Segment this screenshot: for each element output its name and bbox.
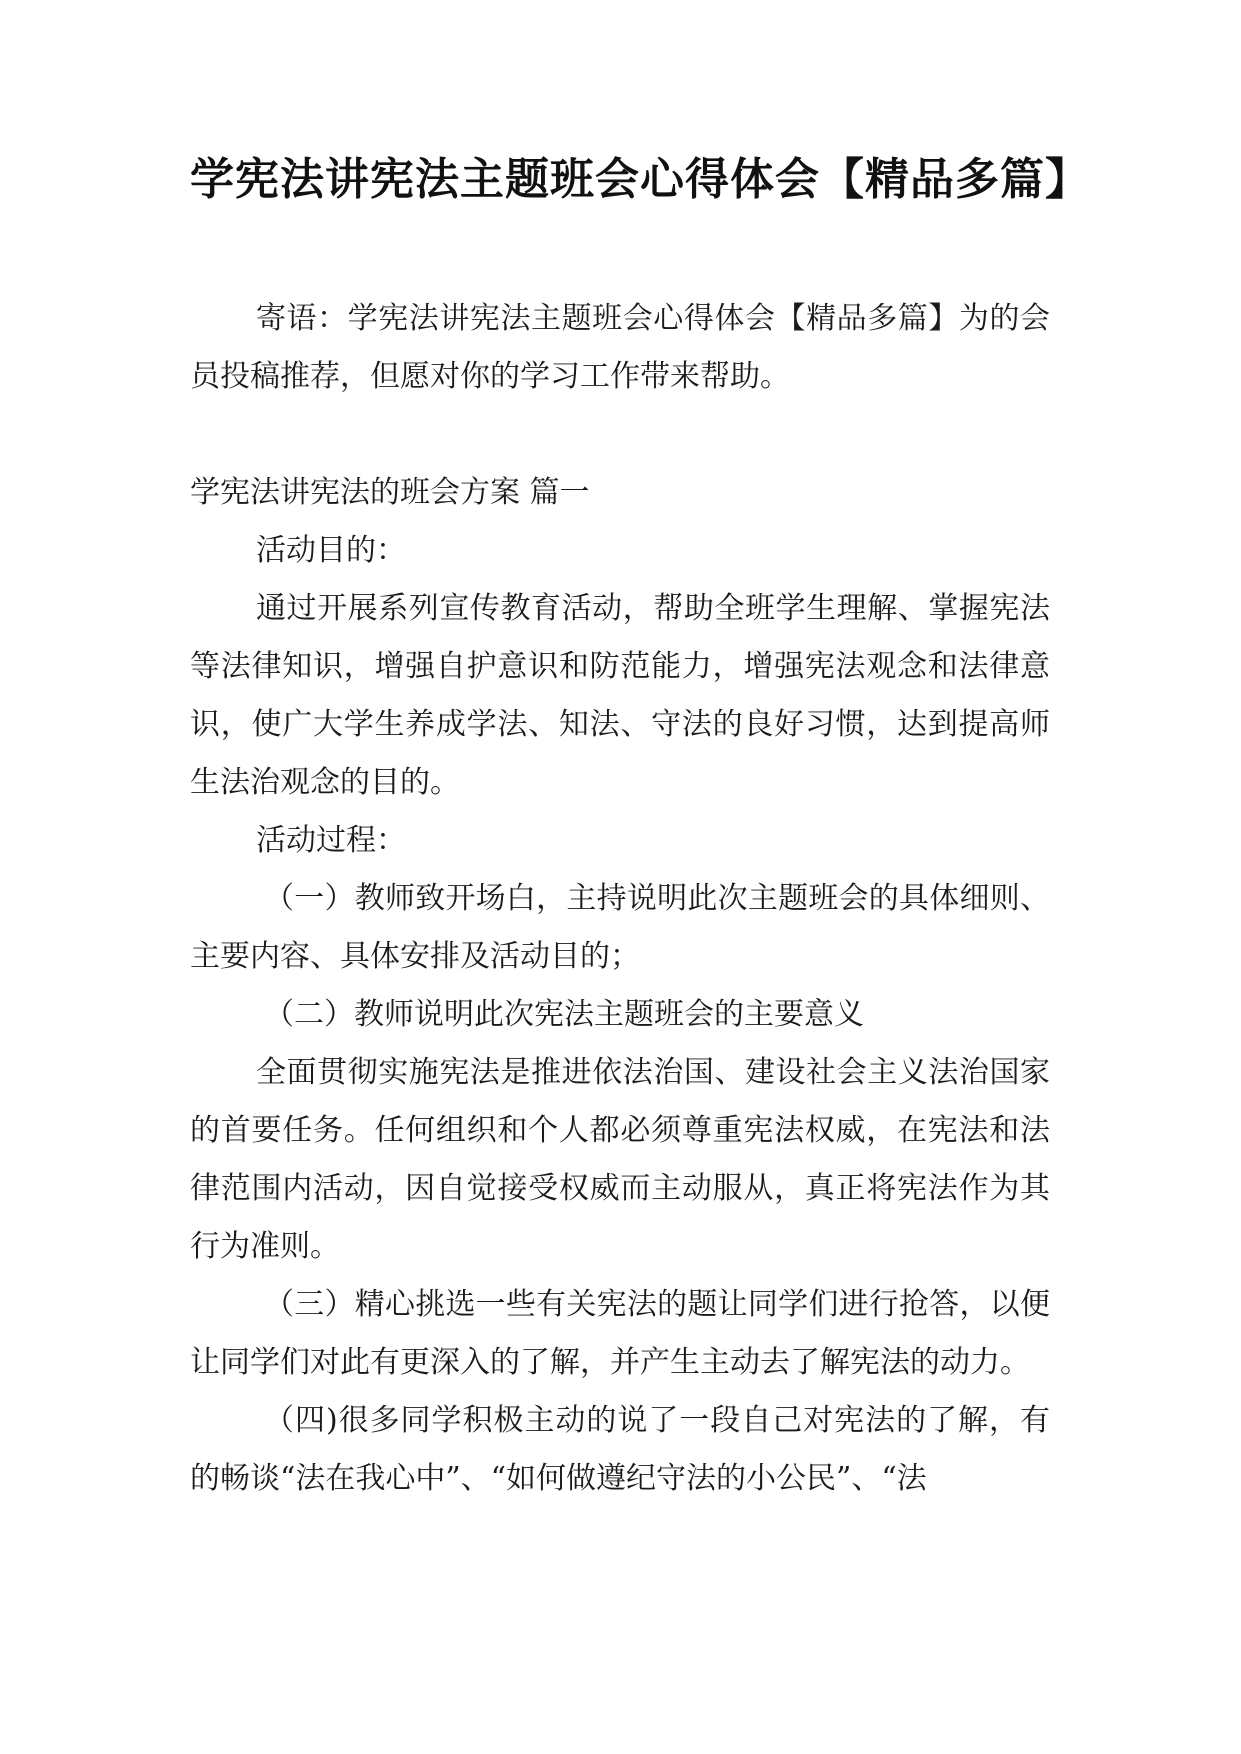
document-body [190, 290, 1050, 1508]
step-3-paragraph: （三）精心挑选一些有关宪法的题让同学们进行抢答，以便让同学们对此有更深入的了解，并产生主动去了解宪法的动力。 [190, 1287, 1050, 1380]
step-2-heading: （二）教师说明此次宪法主题班会的主要意义 [264, 997, 864, 1032]
step-4-paragraph: （四)很多同学积极主动的说了一段自己对宪法的了解，有的畅谈“法在我心中”、“如何做遵纪守法的小公民”、“法 [190, 1403, 1050, 1496]
preface-paragraph: 寄语：学宪法讲宪法主题班会心得体会【精品多篇】为的会员投稿推荐，但愿对你的学习工作带来帮助。 [190, 301, 1050, 394]
purpose-paragraph: 通过开展系列宣传教育活动，帮助全班学生理解、掌握宪法等法律知识，增强自护意识和防范能力，增强宪法观念和法律意识，使广大学生养成学法、知法、守法的良好习惯，达到提高师生法治观念的目的。 [190, 591, 1050, 800]
process-label: 活动过程： [256, 823, 406, 858]
purpose-label: 活动目的： [256, 533, 406, 568]
step-1-paragraph: （一）教师致开场白，主持说明此次主题班会的具体细则、主要内容、具体安排及活动目的； [190, 881, 1050, 974]
document-title: 学宪法讲宪法主题班会心得体会【精品多篇】 [190, 154, 1090, 205]
section-heading: 学宪法讲宪法的班会方案 篇一 [190, 475, 590, 510]
step-2-paragraph: 全面贯彻实施宪法是推进依法治国、建设社会主义法治国家的首要任务。任何组织和个人都必须尊重宪法权威，在宪法和法律范围内活动，因自觉接受权威而主动服从，真正将宪法作为其行为准则。 [190, 1055, 1050, 1264]
